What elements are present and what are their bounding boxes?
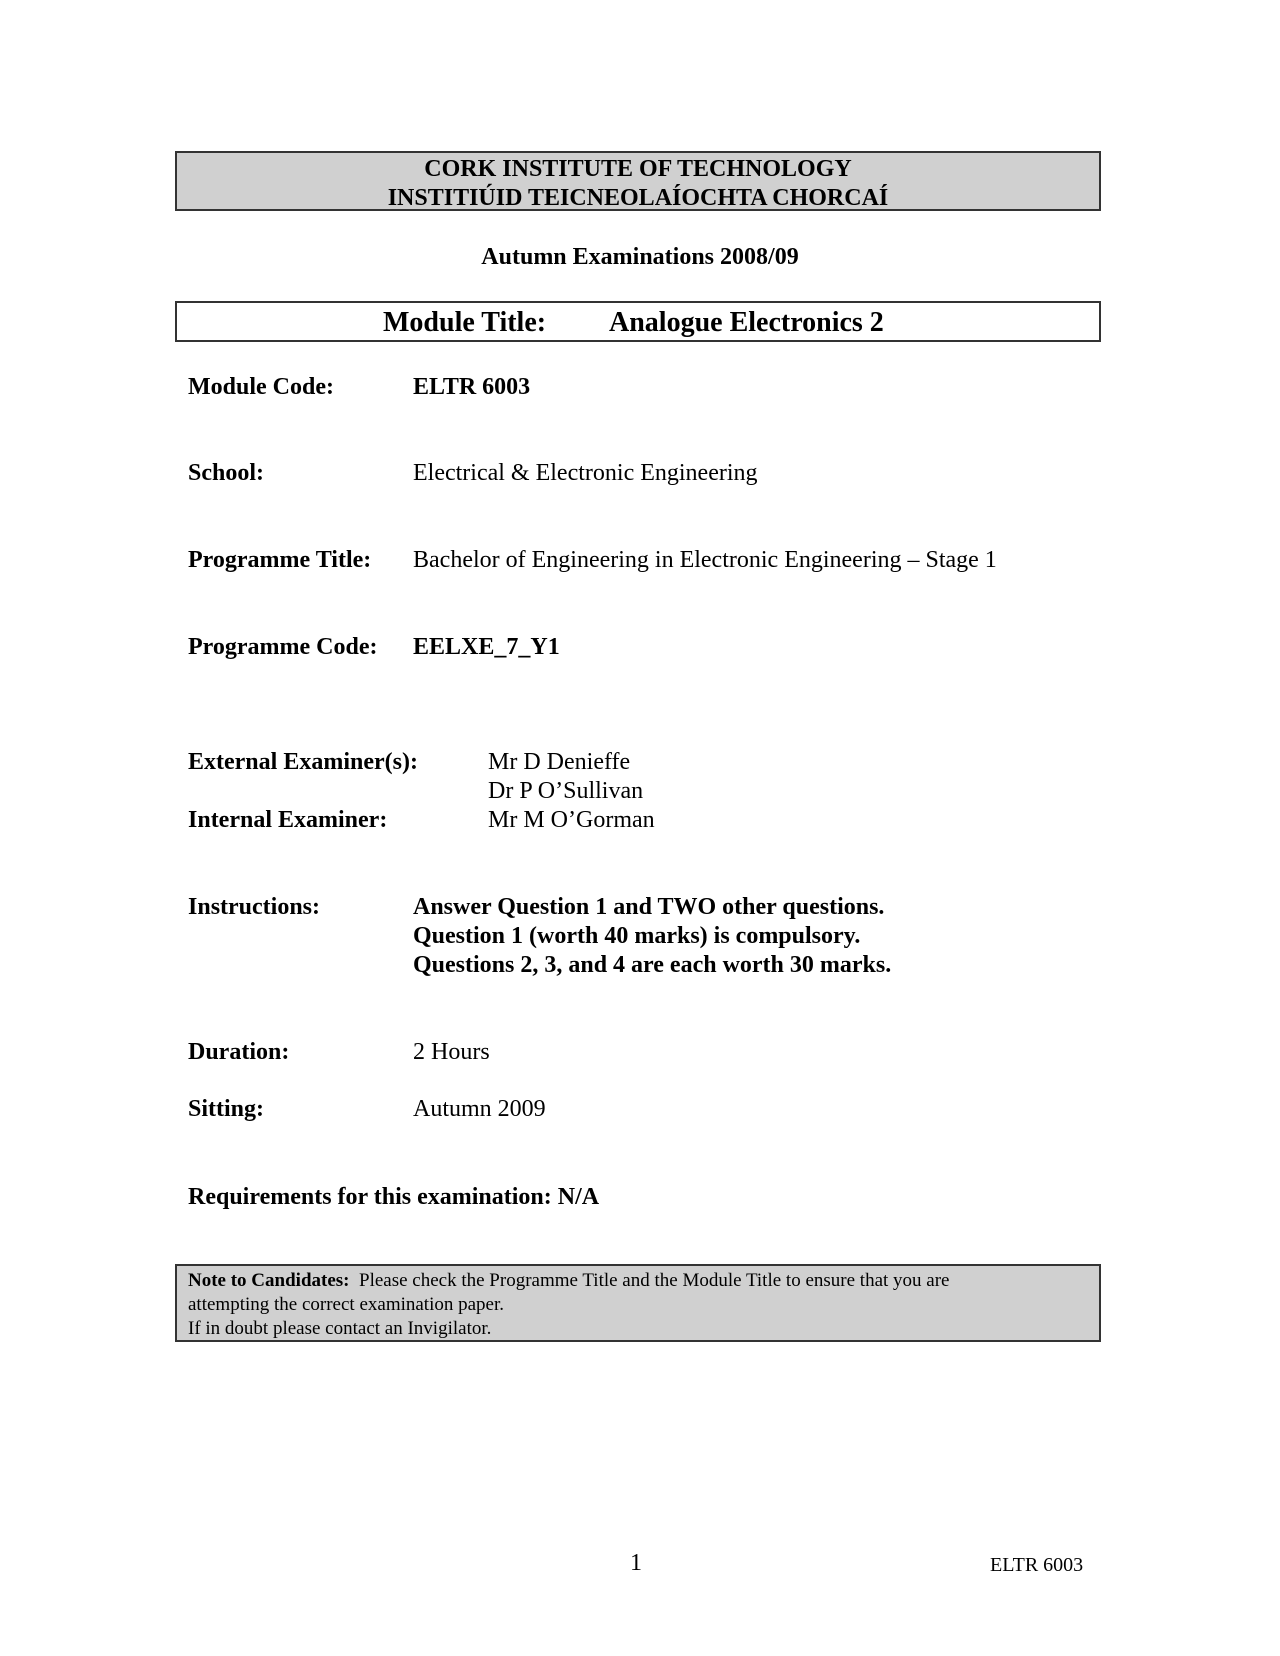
internal-examiner-label: Internal Examiner:: [188, 807, 388, 833]
note-line-3: If in doubt please contact an Invigilator.: [188, 1318, 492, 1339]
instruction-line-3: Questions 2, 3, and 4 are each worth 30 marks.: [413, 952, 892, 978]
duration-label: Duration:: [188, 1039, 290, 1065]
exam-session-title: Autumn Examinations 2008/09: [481, 244, 799, 270]
programme-code-value: EELXE_7_Y1: [413, 634, 560, 660]
note-label: Note to Candidates:: [188, 1270, 350, 1291]
note-line-2: attempting the correct examination paper.: [188, 1294, 505, 1315]
sitting-label: Sitting:: [188, 1096, 265, 1122]
instruction-line-2: Question 1 (worth 40 marks) is compulsory.: [413, 923, 861, 949]
note-text: Please check the Programme Title and the Module Title to ensure that you are: [359, 1270, 950, 1291]
requirements-line: Requirements for this examination: N/A: [188, 1184, 600, 1210]
module-code-label: Module Code:: [188, 374, 334, 400]
external-examiner-1: Mr D Denieffe: [488, 749, 631, 775]
programme-title-value: Bachelor of Engineering in Electronic Engineering – Stage 1: [413, 547, 997, 573]
footer-module-code: ELTR 6003: [990, 1554, 1084, 1576]
duration-value: 2 Hours: [413, 1039, 490, 1065]
sitting-value: Autumn 2009: [413, 1096, 546, 1122]
module-title-label: Module Title:: [383, 307, 547, 338]
page-number: 1: [630, 1550, 642, 1576]
instructions-label: Instructions:: [188, 894, 321, 920]
programme-title-label: Programme Title:: [188, 547, 372, 573]
institution-name-english: CORK INSTITUTE OF TECHNOLOGY: [424, 156, 852, 182]
institution-name-irish: INSTITIÚID TEICNEOLAÍOCHTA CHORCAÍ: [387, 185, 889, 211]
note-to-candidates-box: [175, 1264, 1101, 1342]
programme-code-label: Programme Code:: [188, 634, 378, 660]
instruction-line-1: Answer Question 1 and TWO other questions.: [413, 894, 885, 920]
external-examiner-2: Dr P O’Sullivan: [488, 778, 644, 804]
school-value: Electrical & Electronic Engineering: [413, 460, 758, 486]
note-line-1: [188, 1269, 1089, 1293]
module-title-value: Analogue Electronics 2: [609, 307, 884, 338]
module-code-value: ELTR 6003: [413, 374, 531, 400]
institution-header: [175, 151, 1101, 211]
internal-examiner-value: Mr M O’Gorman: [488, 807, 655, 833]
school-label: School:: [188, 460, 265, 486]
external-examiners-label: External Examiner(s):: [188, 749, 418, 775]
module-title-box: [175, 301, 1101, 342]
